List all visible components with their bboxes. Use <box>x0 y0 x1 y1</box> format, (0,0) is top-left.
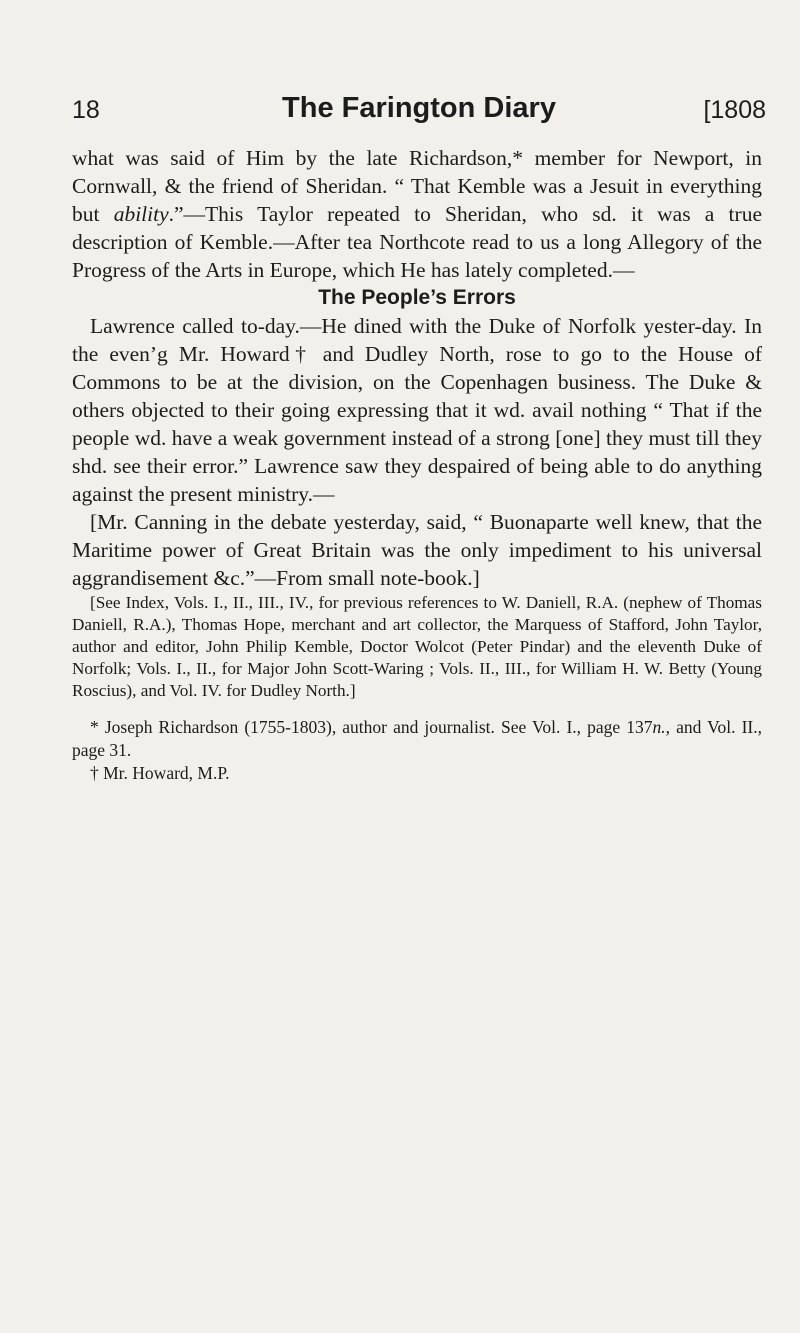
page-body <box>72 144 762 785</box>
paragraph-continuation <box>72 144 762 284</box>
footnote-text: , and Vol. II., page 31. <box>72 717 762 760</box>
running-header <box>72 92 766 132</box>
running-year: [1808 <box>703 96 766 124</box>
paragraph-text: .”—This Taylor repeated to Sheridan, who sd. it was a true description of Kemble.—After tea Northcote read to us a long Allegory of the Progress of the Arts in Europe, which He has lately completed.— <box>72 202 762 282</box>
footnote-richardson <box>72 716 762 762</box>
section-heading: The People’s Errors <box>318 286 516 309</box>
paragraph-lawrence: Lawrence called to-day.—He dined with the Duke of Norfolk yester-day. In the even’g Mr. Howard† and Dudley North, rose to go to the House of Commons to be at the division, on the Copenhagen business. The Duke & others objected to their going expressing that it wd. avail nothing “ That if the people wd. have a weak government instead of a strong [one] they must till they shd. see their error.” Lawrence saw they despaired of being able to do anything against the present ministry.— <box>72 314 762 506</box>
footnote-text: * Joseph Richardson (1755-1803), author and journalist. See Vol. I., page 137 <box>90 717 653 737</box>
footnotes <box>72 716 762 785</box>
paragraph-text: what was said of Him by the late Richardson,* member for Newport, in Cornwall, & the friend of Sheridan. “ That Kemble was a Jesuit in everything but <box>72 146 762 226</box>
paragraph-canning: [Mr. Canning in the debate yesterday, said, “ Buonaparte well knew, that the Maritime power of Great Britain was the only impediment to his universal aggrandisement &c.”—From small note-book.] <box>72 510 762 590</box>
editorial-note: [See Index, Vols. I., II., III., IV., for previous references to W. Daniell, R.A. (nephew of Thomas Daniell, R.A.), Thomas Hope, merchant and art collector, the Marquess of Stafford, John Taylor, author and editor, John Philip Kemble, Doctor Wolcot (Peter Pindar) and the eleventh Duke of Norfolk; Vols. I., II., for Major John Scott-Waring ; Vols. II., III., for William H. W. Betty (Young Roscius), and Vol. IV. for Dudley North.] <box>72 593 762 700</box>
footnote-italic: n. <box>652 717 666 737</box>
running-title: The Farington Diary <box>282 92 556 124</box>
page-number: 18 <box>72 96 100 124</box>
italic-text: ability <box>113 202 169 226</box>
footnote-howard: † Mr. Howard, M.P. <box>90 763 230 783</box>
